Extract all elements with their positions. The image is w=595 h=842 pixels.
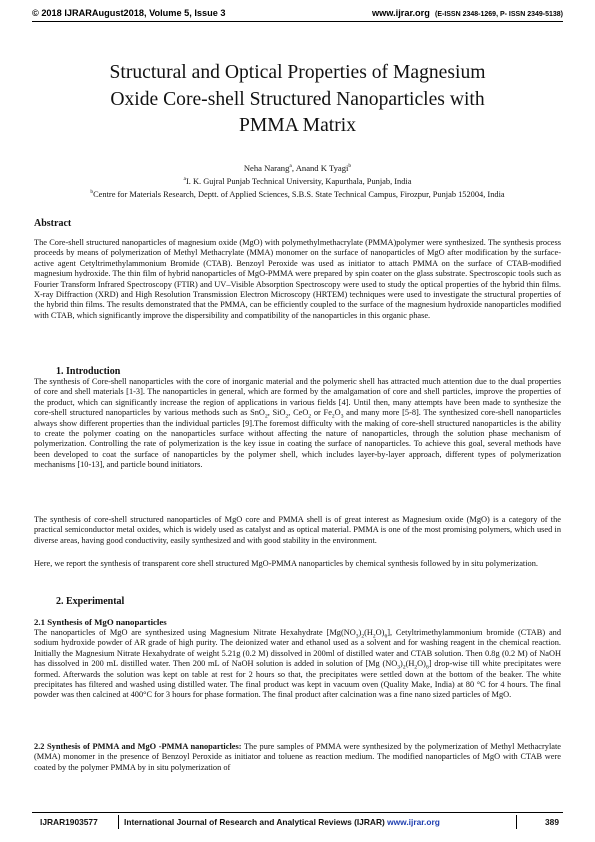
affiliation-a: [36, 176, 559, 187]
running-header: [32, 8, 563, 20]
affiliation-a-sup: a: [183, 176, 186, 183]
page-footer: [32, 815, 563, 829]
affiliation-b: [36, 189, 559, 200]
title-line-2: Oxide Core-shell Structured Nanoparticles with: [110, 88, 485, 110]
author-1-sup: a: [289, 163, 292, 170]
header-issn: (E-ISSN 2348-1269, P- ISSN 2349-5138): [434, 11, 563, 18]
footer-divider: [516, 815, 517, 829]
author-1: Neha Narang: [243, 163, 290, 173]
abstract-heading: Abstract: [34, 218, 72, 229]
header-right: [372, 8, 563, 18]
introduction-paragraph-1: The synthesis of Core-shell nanoparticles with the core of inorganic material and the polymeric shell has attracted much attention due to the dual properties of core and shell materials [1-3]. The nanoparticles in general, which are formed by the amalgamation of core and shell particles, improve the properties of the product, which can significantly increase the region of applications in various fields [4]. Until then, many attempts have been made to synthesize the core-shell structured nanoparticles by various methods such as SnO$_2$, SiO$_2$, CeO$_2$ or $Fe_2O_3$ and many more [5-8]. The synthesized core-shell nanoparticles always show different properties than the individual particles [9].The foremost difficulty with the making of core-shell structured nanoparticles is the ability to create the polymer coating on the nanoparticles surface without affecting the nature of nanoparticles, through the solution phase mechanism of polymerization. Controlling the rate of polymerization is the key issue in coating the surface of nanoparticles. To achieve this goal, several methods have been developed to coat the surface of nanoparticles by the polymer shell, which includes layer-by-layer approach, different types of polymerization mechanisms [10-13], and particle bound initiators.: [34, 377, 561, 470]
introduction-paragraph-2: The synthesis of core-shell structured nanoparticles of MgO core and PMMA shell is of great interest as Magnesium oxide (MgO) is a category of the practical semiconductor metal oxides, which is widely used as catalyst and as optical material. PMMA is one of the most promising polymers, which used in diverse areas, having good conductivity, easily synthesized and with good stability in the environment.: [34, 515, 561, 545]
header-website[interactable]: www.ijrar.org: [372, 8, 430, 18]
header-issue: © 2018 IJRARAugust2018, Volume 5, Issue 3: [32, 8, 226, 18]
abstract-text: The Core-shell structured nanoparticles of magnesium oxide (MgO) with polymethylmethacrylate (PMMA)polymer were synthesized. The synthesis process proceeds by means of polymerization of Methyl Methacrylate (MMA) monomer on the surface of nanoparticles of MgO after modification by the surface-active agent Cetyltrimethylammonium Bromide (CTAB). Benzoyl Peroxide was used as initiator to attach PMMA on the surface of CTAB-modified magnesium hydroxide. The thin film of hybrid nanoparticles of MgO-PMMA were prepared by spin coater on the glass substrate. Spectroscopic tools such as Fourier Transform Infrared Spectroscopy (FTIR) and UV–Visible Absorption Spectroscopy were used to study the optical properties of the hybrid thin films. X-ray Diffraction (XRD) and High Resolution Transmission Electron Microscopy (HRTEM) techniques were used to investigate the structural properties of the hybrid thin films. The results demonstrated that the PMMA, can be efficiently coupled to the surface of the magnesium hydroxide nanoparticles modified with CTAB, which significantly improve the dispersibility and compatibility of the nanoparticles in this organic phase.: [34, 238, 561, 320]
title-line-3: PMMA Matrix: [238, 115, 357, 136]
section-2-2-heading: 2.2 Synthesis of PMMA and MgO -PMMA nanoparticles:: [34, 742, 242, 751]
footer-url[interactable]: www.ijrar.org: [387, 817, 440, 827]
footer-journal: International Journal of Research and Analytical Reviews (IJRAR) www.ijrar.org: [124, 817, 440, 827]
footer-rule: [32, 812, 563, 813]
affiliation-b-sup: b: [90, 189, 94, 196]
introduction-heading: 1. Introduction: [56, 366, 121, 377]
introduction-paragraph-3: Here, we report the synthesis of transparent core shell structured MgO-PMMA nanoparticles by chemical synthesis followed by in situ polymerization.: [34, 559, 538, 568]
header-rule: [32, 21, 563, 22]
footer-paper-id: IJRAR1903577: [40, 817, 98, 827]
experimental-heading: 2. Experimental: [56, 596, 125, 607]
section-2-1-text: The nanoparticles of MgO are synthesized using Magnesium Nitrate Hexahydrate $[Mg(NO_3)_2(H_2O)_6]$, Cetyltrimethylammonium bromide (CTAB) and sodium hydroxide powder of AR grade of high purity. The deionized water and ethanol used as a solvent and for washing reagent in the chemical reaction. Initially the Magnesium Nitrate Hexahydrate of weight 5.21g (0.2 M) dissolved in 200ml of distilled water and CTAB solution. Then 0.8g (0.2 M) of NaOH has dissolved in 200 mL distilled water. Then 200 mL of NaOH solution is added in solution of [Mg $(NO_3)_2(H_2O)_6$] drop-wise till white precipitates were formed. Afterwards the solution was kept on table at rest for 2 hours so that, the precipitates were settled down at the bottom of the beaker. The white precipitates has filtered and washed using distilled water. The final product was kept in vacuum oven (Quality Make, India) at 80 °C for 4 hours. The final powder was then calcined at 400°C for 3 hours for phase formation. The final product after calcination was a fine nano sized particles of MgO.: [34, 628, 561, 700]
affiliation-a-text: I. K. Gujral Punjab Technical University, Kapurthala, Punjab, India: [185, 177, 412, 186]
footer-divider: [118, 815, 119, 829]
page-number: 389: [545, 817, 559, 827]
affiliation-b-text: Centre for Materials Research, Deptt. of Applied Sciences, S.B.S. State Technical Campus, Firozpur, Punjab 152004, India: [93, 190, 505, 199]
author-list: [40, 163, 555, 174]
section-2-2-text: 2.2 Synthesis of PMMA and MgO -PMMA nanoparticles: The pure samples of PMMA were synthesized by the polymerization of Methyl Methacrylate (MMA) monomer in the presence of Benzoyl Peroxide as initiator and toluene as reaction medium. The modified nanoparticles of MgO with CTAB were coated by the polymer PMMA by in situ polymerization of: [34, 742, 562, 772]
title-line-1: Structural and Optical Properties of Magnesium: [109, 62, 486, 83]
paper-title: [40, 60, 555, 140]
section-2-1-heading: 2.1 Synthesis of MgO nanoparticles: [34, 617, 167, 627]
author-2: Anand K Tyagi: [295, 163, 349, 173]
author-separator: ,: [291, 163, 296, 173]
author-2-sup: b: [348, 163, 352, 170]
